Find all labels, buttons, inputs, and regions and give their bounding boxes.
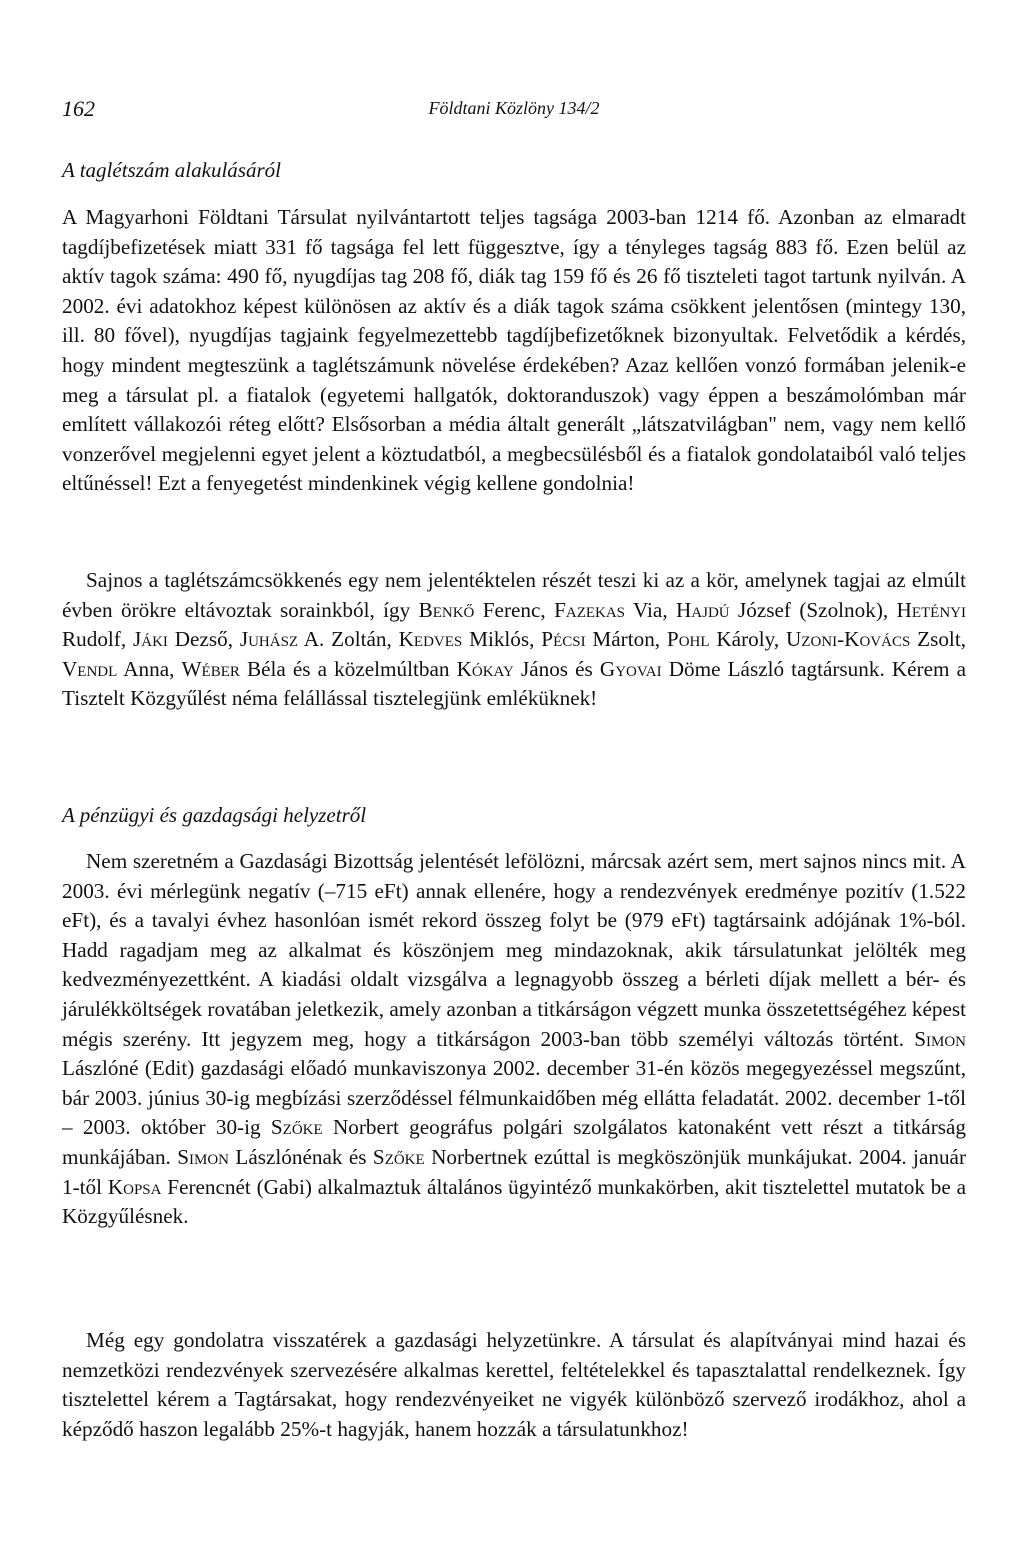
running-head — [62, 96, 966, 126]
name-rest: Dezső, — [167, 627, 240, 652]
paragraph-memorial — [62, 566, 966, 714]
document-page — [62, 0, 966, 1559]
paragraph-finance — [62, 847, 966, 1232]
memorial-intro: Sajnos a taglétszámcsökkenés egy nem jelentéktelen részét teszi ki az a kör, amelynek tagjai az elmúlt évben örökre eltávoztak sorainkból, így — [62, 568, 966, 622]
name-rest: Béla és a közelmúltban — [239, 656, 457, 681]
name-surname: Vendl — [62, 656, 118, 681]
paragraph-events: Még egy gondolatra visszatérek a gazdasági helyzetünkre. A társulat és alapítványai mind hazai és nemzetközi rendezvények szervezésére alkalmas kerettel, feltételekkel és tapasztalattal rendelkeznek. Így tisztelettel kérem a Tagtársakat, hogy rendezvényeiket ne vigyék különböző szervező irodákhoz, ahol a képződő haszon legalább 25%-t hagyják, hanem hozzák a társulatunkhoz! — [62, 1328, 966, 1441]
paragraph-membership: A Magyarhoni Földtani Társulat nyilvántartott teljes tagsága 2003-ban 1214 fő. Azonban az elmaradt tagdíjbefizetések miatt 331 fő tagsága fel lett függesztve, így a tényleges tagság 883 fő. Ezen belül az aktív tagok száma: 490 fő, nyugdíjas tag 208 fő, diák tag 159 fő és 26 fő tiszteleti tagot tartunk nyilván. A 2002. évi adatokhoz képest különösen az aktív és a diák tagok száma csökkent jelentősen (mintegy 130, ill. 80 fővel), nyugdíjas tagjaink fegyelmezettebb tagdíjbefizetőknek bizonyultak. Felvetődik a kérdés, hogy mindent megteszünk a taglétszámunk növelése érdekében? Azaz kellően vonzó formában jelenik-e meg a társulat pl. a fiatalok (egyetemi hallgatók, doktoranduszok) vagy éppen a beszámolómban már említett vállakozói réteg előtt? Elsősorban a média általt generált „látszatvilágban" nem, vagy nem kellő vonzerővel megjelenni egyet jelent a köztudatból, a megbecsülésből és a fiatalok gondolataiból való teljes eltűnéssel! Ezt a fenyegetést mindenkinek végig kellene gondolnia! — [62, 205, 966, 496]
name-rest: Döme — [661, 656, 721, 681]
name-surname: Kókay — [456, 656, 514, 681]
journal-title: Földtani Közlöny 134/2 — [428, 98, 600, 118]
name-surname: Pécsi — [541, 627, 586, 652]
name-surname: Kedves — [398, 627, 463, 652]
name-surname: Wéber — [181, 656, 240, 681]
name-rest: Ferenc, — [474, 597, 555, 622]
name-surname: Benkő — [418, 597, 475, 622]
finance-text: Nem szeretném a Gazdasági Bizottság jelentését lefölözni, márcsak azért sem, mert sajnos nincs mit. A 2003. évi mérlegünk negatív (–715 eFt) annak ellenére, hogy a rendezvények eredménye pozitív (1.522 eFt), és a tavalyi évhez hasonlóan ismét rekord összeg folyt be (979 eFt) tagtársaink adójának 1%-ból. Hadd ragadjam meg az alkalmat és köszönjem meg mindazoknak, akik társulatunkat jelölték meg kedvezményezettként. A kiadási oldalt vizsgálva a legnagyobb összeg a bérleti díjak mellett a bér- és járulékköltségek rovatában jeletkezik, amely azonban a titkárságon végzett munka összetettségéhez képest mégis szerény. Itt jegyzem meg, hogy a titkárságon 2003-ban több személyi változás történt. — [62, 849, 966, 1051]
name-rest: József (Szolnok), — [729, 597, 897, 622]
name-surname: Hajdú — [676, 597, 730, 622]
name-rest: Károly, — [709, 627, 786, 652]
finance-text: Norbert geográfus polgári szolgálatos katonaként vett részt a titkárság munkájában. — [62, 1115, 966, 1169]
finance-text: Norbertnek ezúttal is megköszönjük munkájukat. 2004. január 1-től — [62, 1144, 966, 1199]
name-rest: Via, — [625, 597, 676, 622]
finance-text: Ferencnét (Gabi) alkalmaztuk általános ügyintéző munkakörben, akit tisztelettel mutatok be a Közgyűlésnek. — [62, 1174, 966, 1229]
name-surname: Uzoni-Kovács — [785, 627, 911, 652]
name-surname: Szőke — [270, 1115, 323, 1140]
name-surname: Fazekas — [554, 597, 626, 622]
name-rest: Márton, — [585, 627, 667, 652]
section-title-membership: A taglétszám alakulásáról — [62, 158, 281, 182]
name-surname: Kopsa — [107, 1174, 162, 1199]
name-rest: Miklós, — [462, 627, 542, 652]
name-surname: Pohl — [666, 627, 710, 652]
name-surname: Szőke — [372, 1144, 425, 1169]
name-rest: Rudolf, — [62, 627, 133, 652]
name-surname: Simon — [914, 1026, 966, 1051]
finance-text: Lászlónénak és — [229, 1144, 373, 1169]
name-surname: Jáki — [133, 627, 168, 652]
finance-text: Lászlóné (Edit) gazdasági előadó munkaviszonya 2002. december 31-én közös megegyezéssel megszűnt, bár 2003. június 30-ig megbízási szerződéssel félmunkaidőben még ellátta feladatát. 2002. december 1-től – 2003. október 30-ig — [62, 1056, 966, 1140]
name-surname: Gyovai — [599, 656, 662, 681]
memorial-outro: László tagtársunk. Kérem a Tisztelt Közgyűlést néma felállással tisztelegjünk emléküknek! — [62, 656, 966, 711]
name-rest: János és — [513, 656, 600, 681]
name-surname: Simon — [177, 1144, 230, 1169]
page-number: 162 — [62, 96, 95, 121]
section-title-finance: A pénzügyi és gazdagsági helyzetről — [62, 803, 367, 827]
name-surname: Hetényi — [896, 597, 966, 622]
name-rest: Zsolt, — [910, 627, 966, 652]
name-surname: Juhász — [239, 627, 299, 652]
name-rest: A. Zoltán, — [298, 627, 399, 652]
name-rest: Anna, — [117, 656, 182, 681]
